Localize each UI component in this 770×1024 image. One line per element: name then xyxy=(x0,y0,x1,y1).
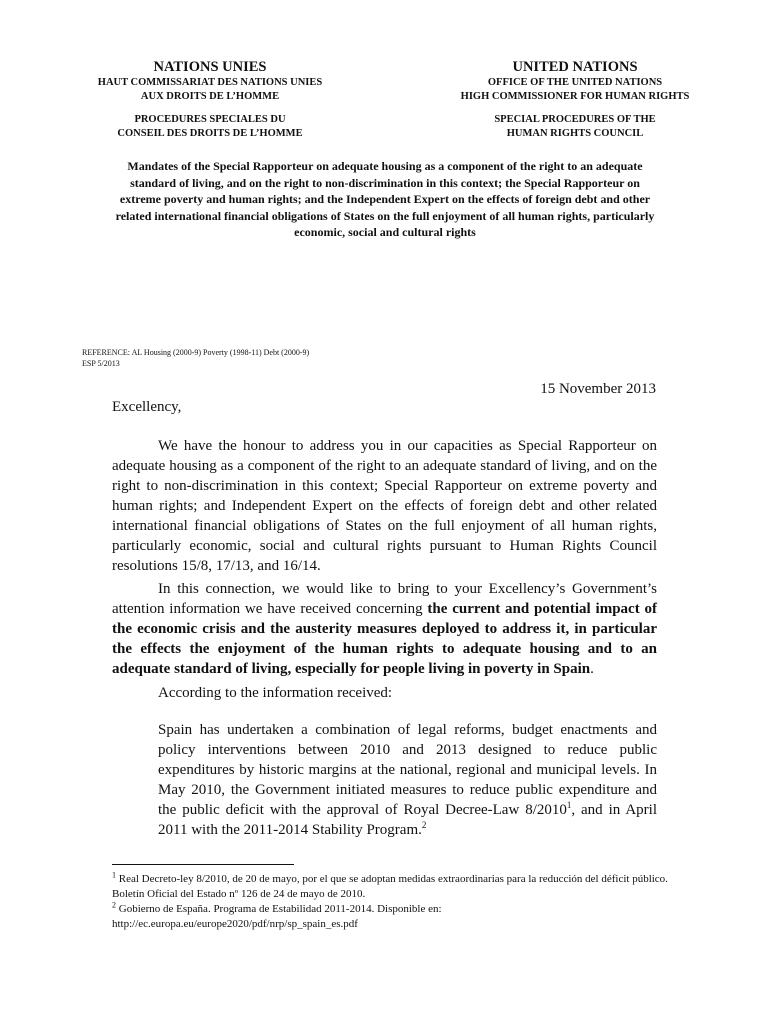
footnote-text: Gobierno de España. Programa de Estabilidad 2011-2014. Disponible en: http://ec.europa.eu/europe2020/pdf/nrp/sp_spain_es.pdf xyxy=(112,903,442,930)
header-left-line1: HAUT COMMISSARIAT DES NATIONS UNIES xyxy=(97,77,323,88)
footnotes xyxy=(112,872,672,932)
header-left-title: NATIONS UNIES xyxy=(153,59,267,75)
header-left-line2: AUX DROITS DE L’HOMME xyxy=(140,91,280,102)
footnote-ref-1[interactable]: 1 xyxy=(566,800,572,810)
footnote-2 xyxy=(112,902,672,932)
footnote-1 xyxy=(112,872,672,902)
header-right-line1: OFFICE OF THE UNITED NATIONS xyxy=(487,77,663,88)
header-french xyxy=(60,58,360,141)
header-right-line3: SPECIAL PROCEDURES OF THE xyxy=(494,114,656,125)
reference-code: ESP 5/2013 xyxy=(82,358,120,368)
footnote-text: Real Decreto-ley 8/2010, de 20 de mayo, por el que se adoptan medidas extraordinarias para la reducción del déficit público. Boletín Oficial del Estado nº 126 de 24 de mayo de 2010. xyxy=(112,873,668,900)
salutation: Excellency, xyxy=(112,399,182,415)
quote-text-b: , and in April 2011 with the 2011-2014 Stability Program. xyxy=(158,802,657,838)
quote-text-a: Spain has undertaken a combination of legal reforms, budget enactments and policy interventions between 2010 and 2013 designed to reduce public expenditures by historic margins at the national, regional and municipal levels. In May 2010, the Government initiated measures to reduce public expenditure and the public deficit with the approval of Royal Decree-Law 8/2010 xyxy=(158,722,657,818)
header-right-line2: HIGH COMMISSIONER FOR HUMAN RIGHTS xyxy=(460,91,690,102)
paragraph-concern-tail: . xyxy=(590,661,594,677)
footnote-ref-2[interactable]: 2 xyxy=(421,820,427,830)
letter-date: 15 November 2013 xyxy=(540,381,656,397)
footnote-number: 1 xyxy=(112,870,116,880)
header-left-line3: PROCEDURES SPECIALES DU xyxy=(134,114,286,125)
header-english xyxy=(410,58,740,141)
header-left-line4: CONSEIL DES DROITS DE L’HOMME xyxy=(117,128,303,139)
paragraph-concern-lead: In this connection, we would like to bring to your Excellency’s Government’s attention information we have received concerning xyxy=(112,581,657,617)
reference-line: REFERENCE: AL Housing (2000-9) Poverty (1998-11) Debt (2000-9) xyxy=(82,348,310,357)
paragraph-concern xyxy=(112,579,657,679)
footnote-divider xyxy=(112,864,294,865)
header-right-line4: HUMAN RIGHTS COUNCIL xyxy=(506,128,644,139)
footnote-number: 2 xyxy=(112,900,116,910)
paragraph-concern-bold: the current and potential impact of the economic crisis and the austerity measures deployed to address it, in particular the effects the enjoyment of the human rights to adequate housing and to an adequate standard of living, especially for people living in poverty in Spain xyxy=(112,601,657,677)
information-intro: According to the information received: xyxy=(158,685,393,701)
reference-block xyxy=(82,348,309,369)
header-right-title: UNITED NATIONS xyxy=(512,59,638,75)
information-quote xyxy=(158,720,657,840)
mandates-heading: Mandates of the Special Rapporteur on adequate housing as a component of the right to an adequate standard of living, and on the right to non-discrimination in this context; the Special Rapporteur on extreme poverty and human rights; and the Independent Expert on the effects of foreign debt and other related international financial obligations of States on the full enjoyment of all human rights, particularly economic, social and cultural rights xyxy=(115,159,655,239)
paragraph-mandates: We have the honour to address you in our capacities as Special Rapporteur on adequate housing as a component of the right to an adequate standard of living, and on the right to non-discrimination in this context; Special Rapporteur on extreme poverty and human rights; and Independent Expert on the effects of foreign debt and other related international financial obligations of States on the full enjoyment of all human rights, particularly economic, social and cultural rights pursuant to Human Rights Council resolutions 15/8, 17/13, and 16/14. xyxy=(112,438,657,574)
